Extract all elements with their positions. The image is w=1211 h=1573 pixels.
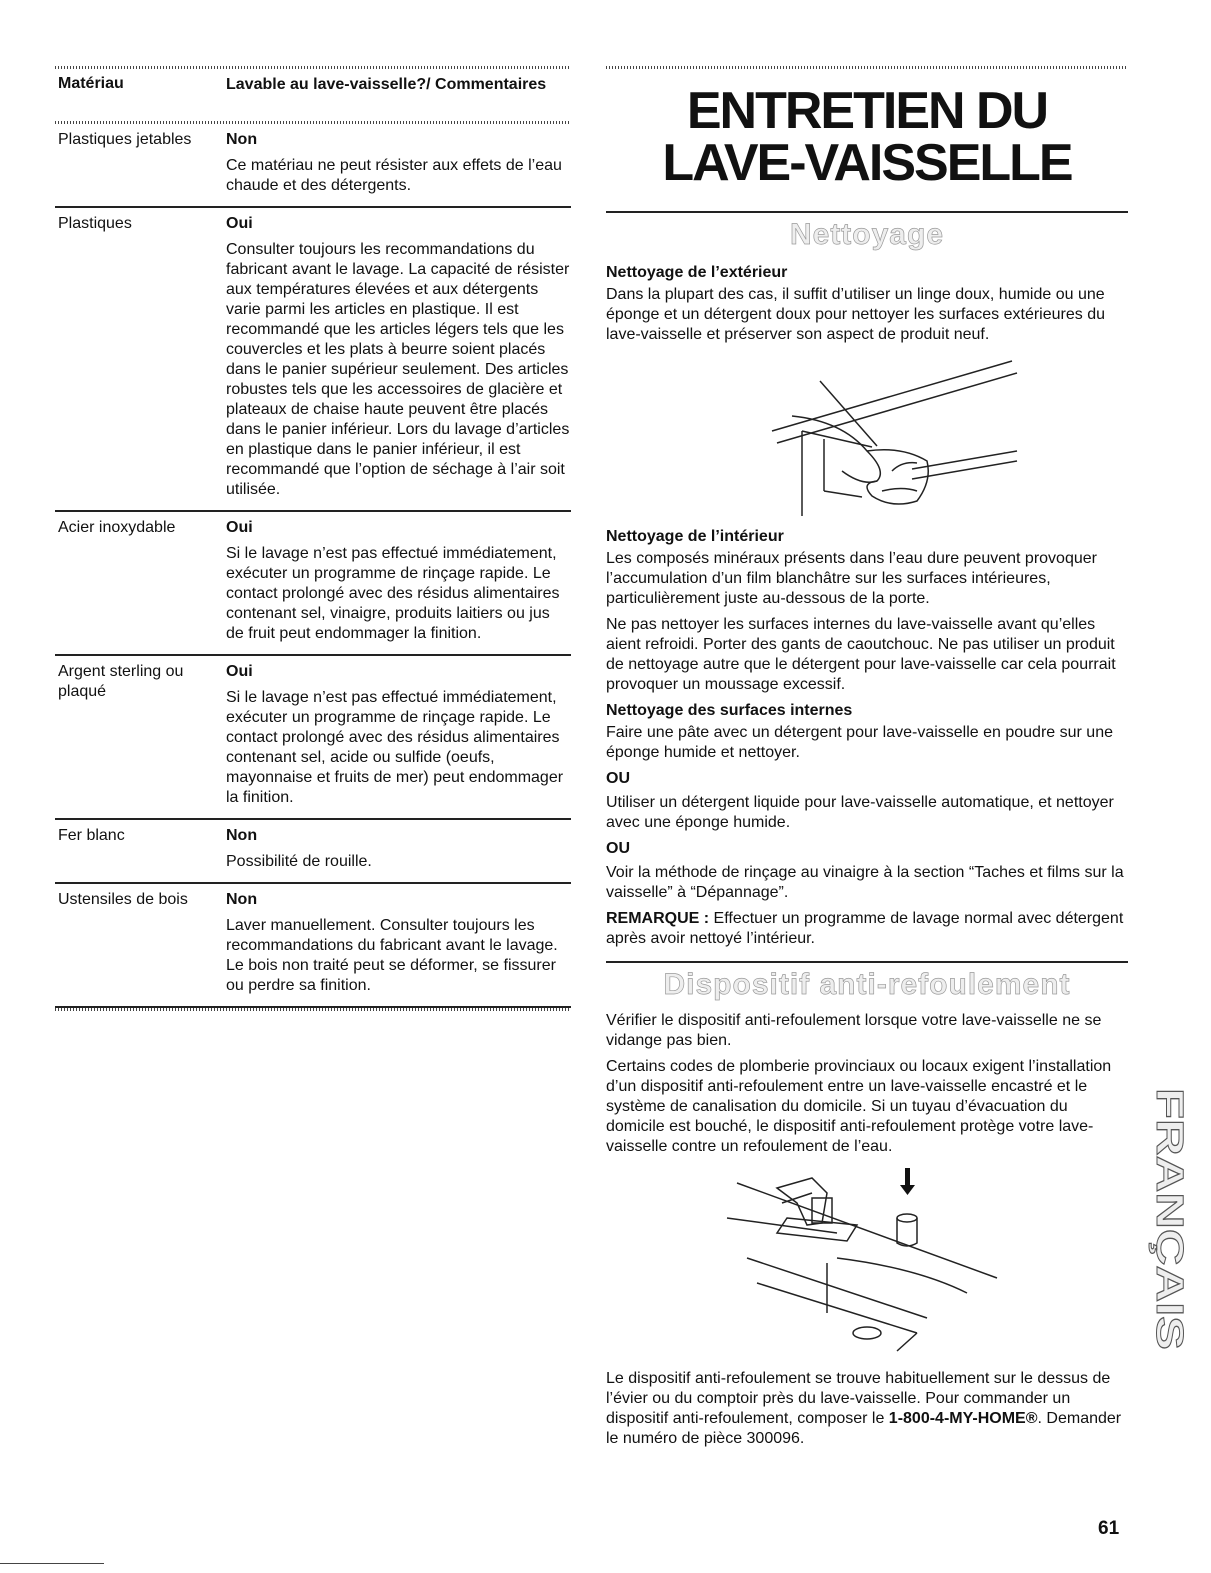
header-comments: Lavable au lave-vaisselle?/ Commentaires [226, 76, 547, 93]
table-header [55, 69, 571, 121]
table-row [55, 656, 571, 820]
order-phone: 1-800-4-MY-HOME® [888, 1410, 1038, 1427]
answer: Oui [226, 663, 253, 680]
answer: Non [226, 131, 258, 148]
or-label: OU [606, 770, 630, 787]
material-cell: Plastiques jetables [58, 131, 192, 148]
materials-table [55, 66, 571, 1011]
answer: Non [226, 827, 258, 844]
title-line-2: LAVE-VAISSELLE [662, 134, 1072, 192]
internal-text-2: Utiliser un détergent liquide pour lave-vaisselle automatique, et nettoyer avec une éponge humide. [606, 794, 1114, 831]
answer: Oui [226, 519, 253, 536]
hand-wiping-illustration [702, 351, 1032, 521]
material-cell: Argent sterling ou plaqué [58, 663, 184, 700]
table-row [55, 512, 571, 656]
comment-cell [226, 662, 571, 808]
header-material: Matériau [58, 75, 124, 92]
comment: Possibilité de rouille. [226, 853, 372, 870]
comment-cell [226, 826, 571, 872]
internal-text-3: Voir la méthode de rinçage au vinaigre à la section “Taches et films sur la vaisselle” à “Dépannage”. [606, 864, 1124, 901]
bottom-line [0, 1563, 104, 1564]
table-row [55, 208, 571, 512]
section-heading-cleaning: Nettoyage [789, 218, 945, 251]
interior-heading: Nettoyage de l’intérieur [606, 528, 784, 545]
comment-cell [226, 890, 571, 996]
answer: Oui [226, 215, 253, 232]
language-tab-label: FRANÇAIS [1148, 1088, 1190, 1285]
table-row [55, 820, 571, 884]
material-cell: Acier inoxydable [58, 519, 176, 536]
airgap-text-1: Vérifier le dispositif anti-refoulement lorsque votre lave-vaisselle ne se vidange pas bien. [606, 1012, 1102, 1049]
table-row [55, 124, 571, 208]
material-cell: Ustensiles de bois [58, 891, 188, 908]
or-label: OU [606, 840, 630, 857]
title-line-1: ENTRETIEN DU [686, 82, 1048, 140]
comment: Ce matériau ne peut résister aux effets de l’eau chaude et des détergents. [226, 157, 562, 194]
note-text: Effectuer un programme de lavage normal avec détergent après avoir nettoyé l’intérieur. [606, 910, 1124, 947]
interior-text-1: Les composés minéraux présents dans l’eau dure peuvent provoquer l’accumulation d’un film blanchâtre sur les surfaces intérieures, particulièrement juste au-dessous de la porte. [606, 550, 1097, 607]
comment: Si le lavage n’est pas effectué immédiatement, exécuter un programme de rinçage rapide. Le contact prolongé avec des résidus alimentaires contenant sel, vinaigre, produits laitiers ou jus de fruit peut endommager la finition. [226, 545, 560, 642]
airgap-text-3-end: . Demander le numéro de pièce 300096. [606, 1410, 1122, 1447]
note-label: REMARQUE : [606, 910, 710, 927]
dotted-rule [606, 66, 1128, 69]
comment-cell [226, 518, 571, 644]
table-row [55, 884, 571, 1008]
section-rule [606, 211, 1128, 213]
comment-cell [226, 214, 571, 500]
comment: Laver manuellement. Consulter toujours les recommandations du fabricant avant le lavage. Le bois non traité peut se déformer, se fissurer ou perdre sa finition. [226, 917, 558, 994]
exterior-text: Dans la plupart des cas, il suffit d’utiliser un linge doux, humide ou une éponge et un détergent doux pour nettoyer les surfaces extérieures du lave-vaisselle et préserver son aspect de produit neuf. [606, 286, 1105, 343]
interior-text-2: Ne pas nettoyer les surfaces internes du lave-vaisselle avant qu’elles aient refroidi. Porter des gants de caoutchouc. Ne pas utiliser un produit de nettoyage autre que le détergent pour lave-vaisselle car cela pourrait provoquer un moussage excessif. [606, 616, 1116, 693]
page-title [606, 82, 1128, 192]
material-cell: Plastiques [58, 215, 132, 232]
sink-air-gap-illustration [717, 1163, 1017, 1363]
section-rule [606, 961, 1128, 963]
airgap-text-3-start: Le dispositif anti-refoulement se trouve habituellement sur le dessus de l’évier ou du comptoir près du lave-vaisselle. Pour commander un dispositif anti-refoulement, composer le [606, 1370, 1111, 1427]
comment: Si le lavage n’est pas effectué immédiatement, exécuter un programme de rinçage rapide. Le contact prolongé avec des résidus alimentaires contenant sel, acide ou sulfide (oeufs, mayonnaise et fruits de mer) peut endommager la finition. [226, 689, 564, 806]
answer: Non [226, 891, 258, 908]
airgap-text-3 [606, 1369, 1128, 1449]
dotted-rule [55, 1008, 571, 1011]
material-cell: Fer blanc [58, 827, 125, 844]
language-tab [1148, 1088, 1190, 1350]
section-heading-airgap: Dispositif anti-refoulement [663, 968, 1071, 1001]
comment-cell [226, 130, 571, 196]
internal-text-1: Faire une pâte avec un détergent pour lave-vaisselle en poudre sur une éponge humide et nettoyer. [606, 724, 1113, 761]
internal-surfaces-heading: Nettoyage des surfaces internes [606, 702, 853, 719]
comment: Consulter toujours les recommandations du fabricant avant le lavage. La capacité de résister aux températures élevées et aux détergents varie parmi les articles en plastique. Il est recommandé que les articles légers tels que les couvercles et les plats à beurre soient placés dans le panier supérieur seulement. Des articles robustes tels que les accessoires de glacière et plateaux de chaise haute peuvent être placés dans le panier inférieur. Lors du lavage d’articles en plastique dans le panier inférieur, il est recommandé que l’option de séchage à l’air soit utilisée. [226, 241, 570, 498]
page-number: 61 [1098, 1518, 1120, 1539]
airgap-text-2: Certains codes de plomberie provinciaux ou locaux exigent l’installation d’un dispositif anti-refoulement entre un lave-vaisselle encastré et le système de canalisation du domicile. Si un tuyau d’évacuation du domicile est bouché, le dispositif anti-refoulement protège votre lave-vaisselle contre un refoulement de l’eau. [606, 1058, 1112, 1155]
exterior-heading: Nettoyage de l’extérieur [606, 264, 788, 281]
note [606, 909, 1128, 949]
maintenance-column [606, 66, 1128, 1455]
